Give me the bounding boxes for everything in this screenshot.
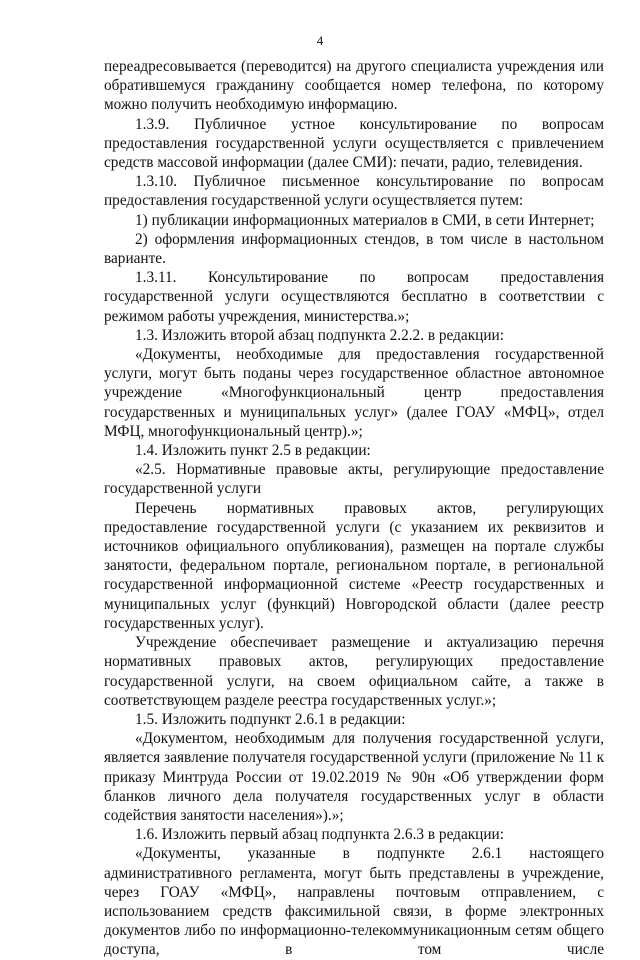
- paragraph: «Документы, указанные в подпункте 2.6.1 настоящего административного регламента, могут быть представлены в учреждение, через ГОАУ «МФЦ», направлены почтовым отправлением, с использованием средств факсимильной связи, в форме электронных документов либо по информационно-телекоммуникационным сетям общего доступа, в том числе: [104, 845, 604, 959]
- paragraph: переадресовывается (переводится) на другого специалиста учреждения или обратившемуся гражданину сообщается номер телефона, по которому можно получить необходимую информацию.: [104, 58, 604, 114]
- paragraph: «Документом, необходимым для получения государственной услуги, является заявление получателя государственной услуги (приложение № 11 к приказу Минтруда России от 19.02.2019 № 90н «Об утверждении форм бланков личного дела получателя государственных услуг в области содействия занятости населения»).»;: [104, 730, 604, 824]
- list-item: 2) оформления информационных стендов, в том числе в настольном варианте.: [104, 230, 604, 268]
- document-body: [104, 57, 604, 960]
- list-item: 1) публикации информационных материалов в СМИ, в сети Интернет;: [135, 211, 595, 229]
- paragraph: «Документы, необходимые для предоставления государственной услуги, могут быть поданы через государственное областное автономное учреждение «Многофункциональный центр предоставления государственных и муниципальных услуг» (далее ГОАУ «МФЦ», отдел МФЦ, многофункциональный центр).»;: [104, 346, 604, 440]
- paragraph: Перечень нормативных правовых актов, регулирующих предоставление государственной услуги (с указанием их реквизитов и источников официального опубликования), размещен на портале службы занятости, федеральном портале, региональном портале, в региональной государственной информационной системе «Реестр государственных и муниципальных услуг (функций) Новгородской области (далее реестр государственных услуг).: [104, 499, 604, 632]
- paragraph: 1.5. Изложить подпункт 2.6.1 в редакции:: [135, 710, 406, 728]
- paragraph: 1.4. Изложить пункт 2.5 в редакции:: [135, 442, 371, 460]
- paragraph: 1.3.11. Консультирование по вопросам предоставления государственной услуги осуществляются бесплатно в соответствии с режимом работы учреждения, министерства.»;: [104, 269, 604, 325]
- paragraph: 1.6. Изложить первый абзац подпункта 2.6.3 в редакции:: [135, 826, 504, 844]
- paragraph: 1.3.9. Публичное устное консультирование по вопросам предоставления государственной услуги осуществляется с привлечением средств массовой информации (далее СМИ): печати, радио, телевидения.: [104, 115, 604, 172]
- paragraph: «2.5. Нормативные правовые акты, регулирующие предоставление государственной услуги: [104, 461, 604, 498]
- paragraph: Учреждение обеспечивает размещение и актуализацию перечня нормативных правовых актов, регулирующих предоставление государственной услуги, на своем официальном сайте, а также в соответствующем разделе реестра государственных услуг.»;: [104, 634, 604, 709]
- page-number: 4: [316, 33, 324, 48]
- paragraph: 1.3. Изложить второй абзац подпункта 2.2.2. в редакции:: [135, 326, 504, 344]
- paragraph: 1.3.10. Публичное письменное консультирование по вопросам предоставления государственной услуги осуществляется путем:: [104, 173, 604, 210]
